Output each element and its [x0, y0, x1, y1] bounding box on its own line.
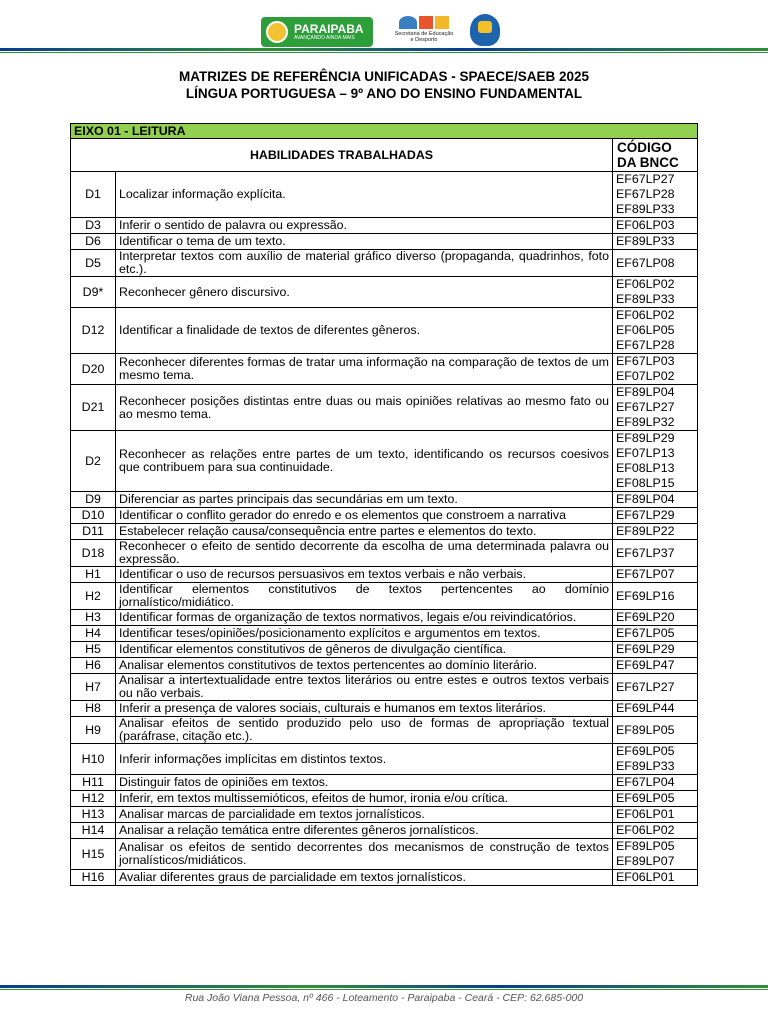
skill-description: Analisar marcas de parcialidade em textos jornalísticos. — [116, 807, 613, 823]
bncc-code: EF69LP29 — [616, 642, 675, 656]
secretaria-mark-icon — [419, 16, 433, 29]
table-row — [71, 431, 698, 492]
table-row — [71, 658, 698, 674]
secretaria-label: Secretaria de Educação e Desporto — [394, 31, 454, 43]
bncc-code: EF07LP13 — [616, 446, 675, 460]
table-row — [71, 610, 698, 626]
descriptor-code: H5 — [71, 642, 116, 658]
bncc-code: EF69LP05 — [616, 791, 675, 805]
skill-description: Analisar a intertextualidade entre textos literários ou entre estes e outros textos verbais ou não verbais. — [116, 674, 613, 701]
bncc-code: EF07LP02 — [616, 369, 675, 383]
skill-description: Reconhecer diferentes formas de tratar uma informação na comparação de textos de um mesmo tema. — [116, 354, 613, 385]
descriptor-code: H15 — [71, 839, 116, 870]
bncc-code: EF67LP27 — [616, 400, 675, 414]
bncc-code: EF89LP04 — [616, 492, 675, 506]
descriptor-code: D9 — [71, 492, 116, 508]
descriptor-code: D11 — [71, 524, 116, 540]
bncc-codes — [613, 791, 698, 807]
footer-divider-thin — [0, 989, 768, 990]
descriptor-code: D2 — [71, 431, 116, 492]
eixo-row — [71, 124, 698, 139]
descriptor-code: H6 — [71, 658, 116, 674]
table-row — [71, 626, 698, 642]
paraipaba-slogan: AVANÇANDO AINDA MAIS — [294, 35, 355, 41]
descriptor-code: H13 — [71, 807, 116, 823]
descriptor-code: H16 — [71, 870, 116, 886]
bncc-code: EF06LP05 — [616, 323, 675, 337]
reference-matrix-table — [70, 123, 698, 886]
secretaria-logo — [394, 16, 454, 48]
skill-description: Reconhecer as relações entre partes de um texto, identificando os recursos coesivos que contribuem para sua continuidade. — [116, 431, 613, 492]
table-row — [71, 775, 698, 791]
skill-description: Localizar informação explícita. — [116, 172, 613, 218]
bncc-code: EF67LP28 — [616, 187, 675, 201]
bncc-code: EF89LP33 — [616, 202, 675, 216]
bncc-codes — [613, 807, 698, 823]
skill-description: Interpretar textos com auxílio de material gráfico diverso (propaganda, quadrinhos, foto etc.). — [116, 250, 613, 277]
bncc-codes — [613, 431, 698, 492]
bncc-codes — [613, 218, 698, 234]
bncc-code: EF89LP33 — [616, 759, 675, 773]
bncc-codes — [613, 354, 698, 385]
bncc-code: EF69LP44 — [616, 701, 675, 715]
bncc-codes — [613, 250, 698, 277]
table-row — [71, 524, 698, 540]
table-row — [71, 354, 698, 385]
bncc-code: EF06LP01 — [616, 807, 675, 821]
paraipaba-logo — [261, 17, 373, 47]
bncc-codes — [613, 508, 698, 524]
skill-description: Identificar formas de organização de textos normativos, legais e/ou reivindicatórios. — [116, 610, 613, 626]
bncc-codes — [613, 583, 698, 610]
table-header-row — [71, 139, 698, 172]
table-row — [71, 540, 698, 567]
bncc-code: EF89LP33 — [616, 292, 675, 306]
paraipaba-name: PARAIPABA — [294, 22, 364, 36]
document-title — [0, 68, 768, 102]
skill-description: Inferir, em textos multissemióticos, efeitos de humor, ironia e/ou crítica. — [116, 791, 613, 807]
descriptor-code: H3 — [71, 610, 116, 626]
table-row — [71, 791, 698, 807]
table-row — [71, 701, 698, 717]
skill-description: Analisar efeitos de sentido produzido pelo uso de formas de apropriação textual (paráfrase, citação etc.). — [116, 717, 613, 744]
title-line-2: LÍNGUA PORTUGUESA – 9º ANO DO ENSINO FUNDAMENTAL — [185, 86, 583, 101]
table-row — [71, 807, 698, 823]
skill-description: Inferir a presença de valores sociais, culturais e humanos em textos literários. — [116, 701, 613, 717]
table-row — [71, 385, 698, 431]
bncc-code: EF06LP02 — [616, 308, 675, 322]
bncc-code: EF67LP37 — [616, 545, 675, 560]
descriptor-code: H14 — [71, 823, 116, 839]
bncc-code: EF08LP13 — [616, 461, 675, 475]
table-row — [71, 218, 698, 234]
bncc-code: EF89LP05 — [616, 722, 675, 737]
descriptor-code: H9 — [71, 717, 116, 744]
bncc-code: EF08LP15 — [616, 476, 675, 490]
table-row — [71, 839, 698, 870]
bncc-codes — [613, 172, 698, 218]
bncc-codes — [613, 823, 698, 839]
bncc-code: EF67LP03 — [616, 354, 675, 368]
municipal-emblem-icon — [266, 21, 288, 43]
descriptor-code: D20 — [71, 354, 116, 385]
bncc-codes — [613, 610, 698, 626]
skill-description: Reconhecer gênero discursivo. — [116, 277, 613, 308]
bncc-code: EF06LP02 — [616, 277, 675, 291]
table-row — [71, 277, 698, 308]
bncc-code: EF89LP07 — [616, 854, 675, 868]
descriptor-code: H11 — [71, 775, 116, 791]
descriptor-code: D5 — [71, 250, 116, 277]
bncc-code: EF67LP07 — [616, 567, 675, 581]
bncc-code: EF67LP05 — [616, 626, 675, 640]
bncc-code: EF89LP33 — [616, 234, 675, 248]
header-divider — [0, 48, 768, 51]
descriptor-code: D12 — [71, 308, 116, 354]
bncc-code: EF89LP05 — [616, 839, 675, 853]
bncc-codes — [613, 642, 698, 658]
skill-description: Identificar o uso de recursos persuasivos em textos verbais e não verbais. — [116, 567, 613, 583]
bncc-code: EF69LP47 — [616, 658, 675, 672]
header-divider-thin — [0, 52, 768, 53]
bncc-codes — [613, 744, 698, 775]
table-row — [71, 492, 698, 508]
table-row — [71, 823, 698, 839]
education-seal-icon — [470, 14, 500, 46]
skill-description: Diferenciar as partes principais das secundárias em um texto. — [116, 492, 613, 508]
skill-description: Avaliar diferentes graus de parcialidade em textos jornalísticos. — [116, 870, 613, 886]
descriptor-code: H10 — [71, 744, 116, 775]
skill-description: Distinguir fatos de opiniões em textos. — [116, 775, 613, 791]
bncc-code: EF06LP02 — [616, 823, 675, 837]
bncc-codes — [613, 674, 698, 701]
table-row — [71, 234, 698, 250]
bncc-code: EF67LP29 — [616, 508, 675, 522]
descriptor-code: D9* — [71, 277, 116, 308]
descriptor-code: H2 — [71, 583, 116, 610]
bncc-code: EF89LP04 — [616, 385, 675, 399]
table-row — [71, 717, 698, 744]
skill-description: Inferir informações implícitas em distintos textos. — [116, 744, 613, 775]
bncc-code: EF67LP28 — [616, 338, 675, 352]
secretaria-mark-icon — [399, 16, 417, 29]
bncc-code: EF69LP05 — [616, 744, 675, 758]
descriptor-code: D6 — [71, 234, 116, 250]
descriptor-code: D21 — [71, 385, 116, 431]
bncc-code: EF89LP32 — [616, 415, 675, 429]
table-row — [71, 642, 698, 658]
header-logos — [0, 14, 768, 50]
table-row — [71, 508, 698, 524]
skill-description: Identificar elementos constitutivos de gêneros de divulgação científica. — [116, 642, 613, 658]
descriptor-code: H12 — [71, 791, 116, 807]
skill-description: Inferir o sentido de palavra ou expressão. — [116, 218, 613, 234]
bncc-code: EF06LP03 — [616, 218, 675, 232]
skill-description: Identificar elementos constitutivos de textos pertencentes ao domínio jornalístico/midiático. — [116, 583, 613, 610]
descriptor-code: D18 — [71, 540, 116, 567]
table-row — [71, 744, 698, 775]
bncc-codes — [613, 701, 698, 717]
footer-divider — [0, 985, 768, 988]
footer-address: Rua João Viana Pessoa, nº 466 - Loteamento - Paraipaba - Ceará - CEP: 62.685-000 — [184, 992, 584, 1004]
skill-description: Reconhecer o efeito de sentido decorrente da escolha de uma determinada palavra ou expressão. — [116, 540, 613, 567]
bncc-codes — [613, 385, 698, 431]
descriptor-code: H7 — [71, 674, 116, 701]
bncc-codes — [613, 775, 698, 791]
skill-description: Identificar o tema de um texto. — [116, 234, 613, 250]
bncc-codes — [613, 658, 698, 674]
bncc-codes — [613, 234, 698, 250]
table-row — [71, 674, 698, 701]
table-row — [71, 870, 698, 886]
header-codigo-bncc: CÓDIGO DA BNCC — [613, 139, 698, 172]
bncc-codes — [613, 492, 698, 508]
bncc-code: EF67LP27 — [616, 172, 675, 186]
table-row — [71, 172, 698, 218]
bncc-code: EF06LP01 — [616, 870, 675, 884]
bncc-codes — [613, 277, 698, 308]
skill-description: Estabelecer relação causa/consequência entre partes e elementos do texto. — [116, 524, 613, 540]
skill-description: Reconhecer posições distintas entre duas ou mais opiniões relativas ao mesmo fato ou ao mesmo tema. — [116, 385, 613, 431]
bncc-code: EF89LP29 — [616, 431, 675, 445]
secretaria-mark-icon — [435, 16, 449, 29]
skill-description: Identificar teses/opiniões/posicionamento explícitos e argumentos em textos. — [116, 626, 613, 642]
table-row — [71, 308, 698, 354]
skill-description: Analisar elementos constitutivos de textos pertencentes ao domínio literário. — [116, 658, 613, 674]
bncc-code: EF89LP22 — [616, 524, 675, 538]
table-row — [71, 250, 698, 277]
bncc-codes — [613, 839, 698, 870]
bncc-codes — [613, 870, 698, 886]
bncc-codes — [613, 308, 698, 354]
bncc-codes — [613, 540, 698, 567]
descriptor-code: D10 — [71, 508, 116, 524]
bncc-code: EF67LP27 — [616, 679, 675, 694]
bncc-codes — [613, 567, 698, 583]
bncc-code: EF67LP04 — [616, 775, 675, 789]
table-row — [71, 583, 698, 610]
bncc-code: EF67LP08 — [616, 255, 675, 270]
title-line-1: MATRIZES DE REFERÊNCIA UNIFICADAS - SPAECE/SAEB 2025 — [178, 69, 590, 84]
bncc-codes — [613, 626, 698, 642]
table-row — [71, 567, 698, 583]
skill-description: Identificar a finalidade de textos de diferentes gêneros. — [116, 308, 613, 354]
bncc-codes — [613, 524, 698, 540]
descriptor-code: D3 — [71, 218, 116, 234]
eixo-label: EIXO 01 - LEITURA — [71, 124, 698, 139]
skill-description: Analisar a relação temática entre diferentes gêneros jornalísticos. — [116, 823, 613, 839]
header-habilidades: HABILIDADES TRABALHADAS — [71, 139, 613, 172]
descriptor-code: H4 — [71, 626, 116, 642]
descriptor-code: H8 — [71, 701, 116, 717]
bncc-codes — [613, 717, 698, 744]
skill-description: Analisar os efeitos de sentido decorrentes dos mecanismos de construção de textos jornalísticos/midiáticos. — [116, 839, 613, 870]
descriptor-code: H1 — [71, 567, 116, 583]
descriptor-code: D1 — [71, 172, 116, 218]
bncc-code: EF69LP16 — [616, 588, 675, 603]
skill-description: Identificar o conflito gerador do enredo e os elementos que constroem a narrativa — [116, 508, 613, 524]
bncc-code: EF69LP20 — [616, 610, 675, 624]
